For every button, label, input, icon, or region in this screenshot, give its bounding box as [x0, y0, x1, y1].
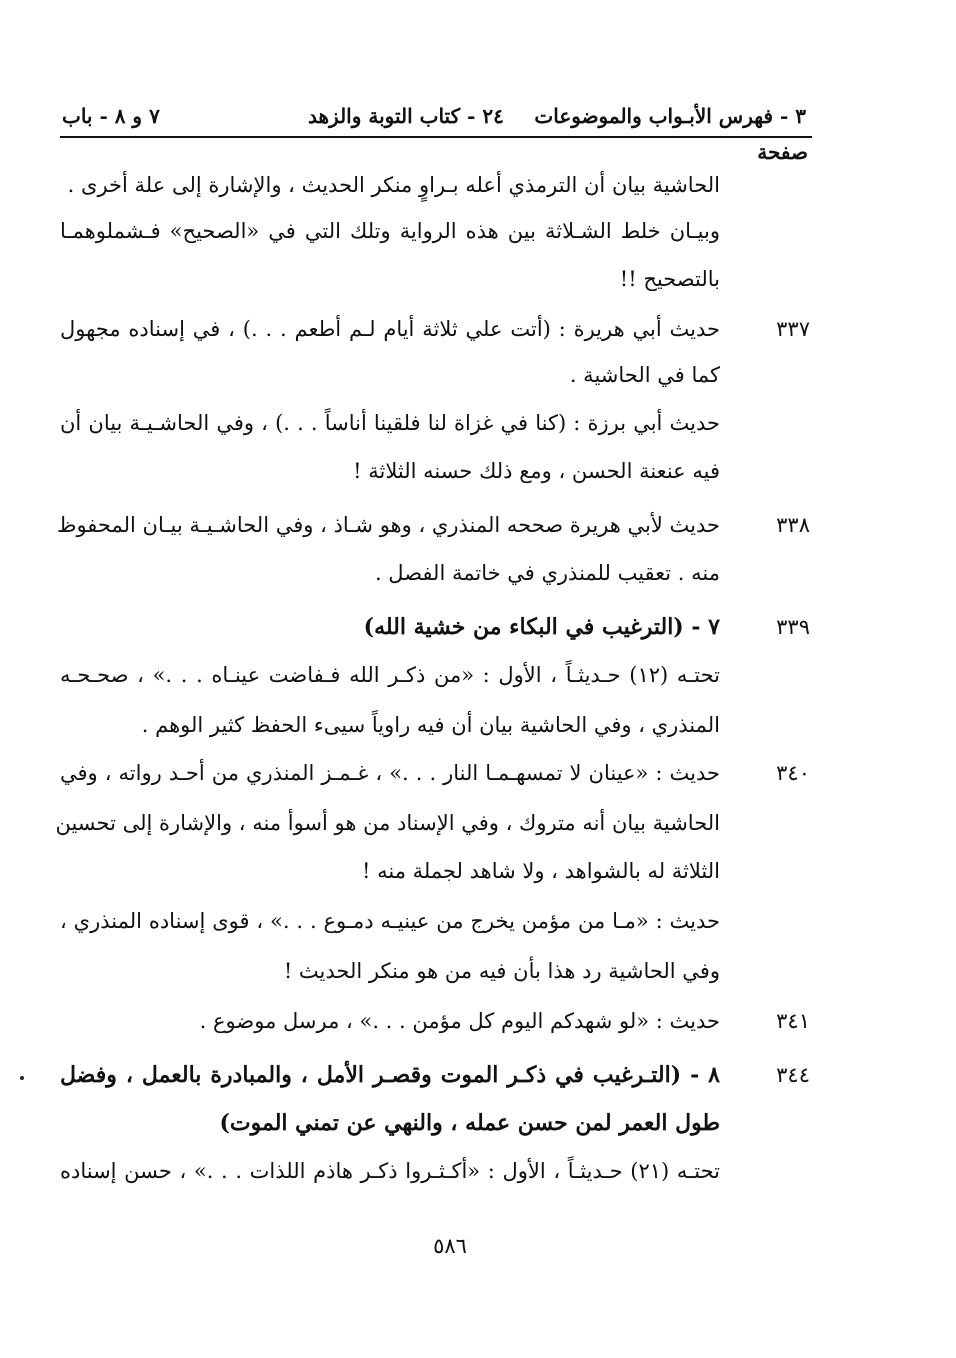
page-number-footer: ٥٨٦: [433, 1234, 467, 1258]
page-reference-number: ٣٣٧: [776, 317, 810, 341]
stray-mark: [20, 1076, 24, 1080]
text-line: تحتـه (١٢) حـديثـاً ، الأول : «من ذكـر الله فـفاضت عينـاه . . .» ، صحـحـه: [60, 663, 720, 687]
running-header-index-title: ٣ - فهرس الأبـواب والموضوعات: [534, 104, 806, 128]
text-line: وفي الحاشية رد هذا بأن فيه من هو منكر الحديث !: [283, 959, 720, 983]
text-line: حديث لأبي هريرة صححه المنذري ، وهو شـاذ ، وفي الحاشـيـة بيـان المحفوظ: [57, 513, 720, 537]
section-heading: ٧ - (الترغيب في البكاء من خشية الله): [363, 614, 720, 640]
text-line: حديث : «عينان لا تمسهـمـا النار . . .» ، غـمـز المنذري من أحـد رواته ، وفي: [60, 761, 720, 785]
text-line: الحاشية بيان أنه متروك ، وفي الإسناد من هو أسوأ منه ، والإشارة إلى تحسين: [55, 811, 720, 835]
text-line: الثلاثة له بالشواهد ، ولا شاهد لجملة منه !: [362, 859, 720, 883]
text-line: منه . تعقيب للمنذري في خاتمة الفصل .: [374, 561, 720, 585]
text-line: حديث أبي هريرة : (أتت علي ثلاثة أيام لـم أطعم . . .) ، في إسناده مجهول: [60, 317, 720, 341]
running-header-book-title: ٢٤ - كتاب التوبة والزهد: [308, 104, 504, 128]
text-line: فيه عنعنة الحسن ، ومع ذلك حسنه الثلاثة !: [353, 459, 720, 483]
text-line: حديث أبي برزة : (كنا في غزاة لنا فلقينا أناساً . . .) ، وفي الحاشـيـة بيان أن: [60, 411, 720, 435]
text-line: المنذري ، وفي الحاشية بيان أن فيه راوياً سيىء الحفظ كثير الوهم .: [141, 713, 720, 737]
page-reference-number: ٣٤١: [776, 1009, 810, 1033]
page-reference-number: ٣٤٠: [776, 761, 810, 785]
page-reference-number: ٣٣٨: [776, 513, 810, 537]
text-line: بالتصحيح !!: [619, 267, 720, 291]
text-line: الحاشية بيان أن الترمذي أعله بـراوٍ منكر الحديث ، والإشارة إلى علة أخرى .: [67, 173, 720, 197]
section-heading-continued: طول العمر لمن حسن عمله ، والنهي عن تمني الموت): [219, 1110, 720, 1136]
text-line: حديث : «لو شهدكم اليوم كل مؤمن . . .» ، مرسل موضوع .: [199, 1009, 720, 1033]
text-line: وبيـان خلط الشـلاثة بين هذه الرواية وتلك التي في «الصحيح» فـشملوهمـا: [60, 219, 720, 243]
text-line: تحتـه (٢١) حـديثـاً ، الأول : «أكـثـروا ذكـر هاذم اللذات . . .» ، حسن إسناده: [60, 1159, 720, 1183]
page-column-label: صفحة: [757, 140, 808, 164]
section-heading: ٨ - (التـرغيب في ذكـر الموت وقصـر الأمل ، والمبادرة بالعمل ، وفضل: [60, 1062, 720, 1088]
header-divider: [60, 136, 812, 138]
page-reference-number: ٣٣٩: [776, 615, 810, 639]
text-line: كما في الحاشية .: [569, 363, 720, 387]
page-reference-number: ٣٤٤: [776, 1063, 810, 1087]
running-header-chapter: ٧ و ٨ - باب: [62, 104, 160, 128]
text-line: حديث : «مـا من مؤمن يخرج من عينيـه دمـوع . . .» ، قوى إسناده المنذري ،: [60, 909, 720, 933]
